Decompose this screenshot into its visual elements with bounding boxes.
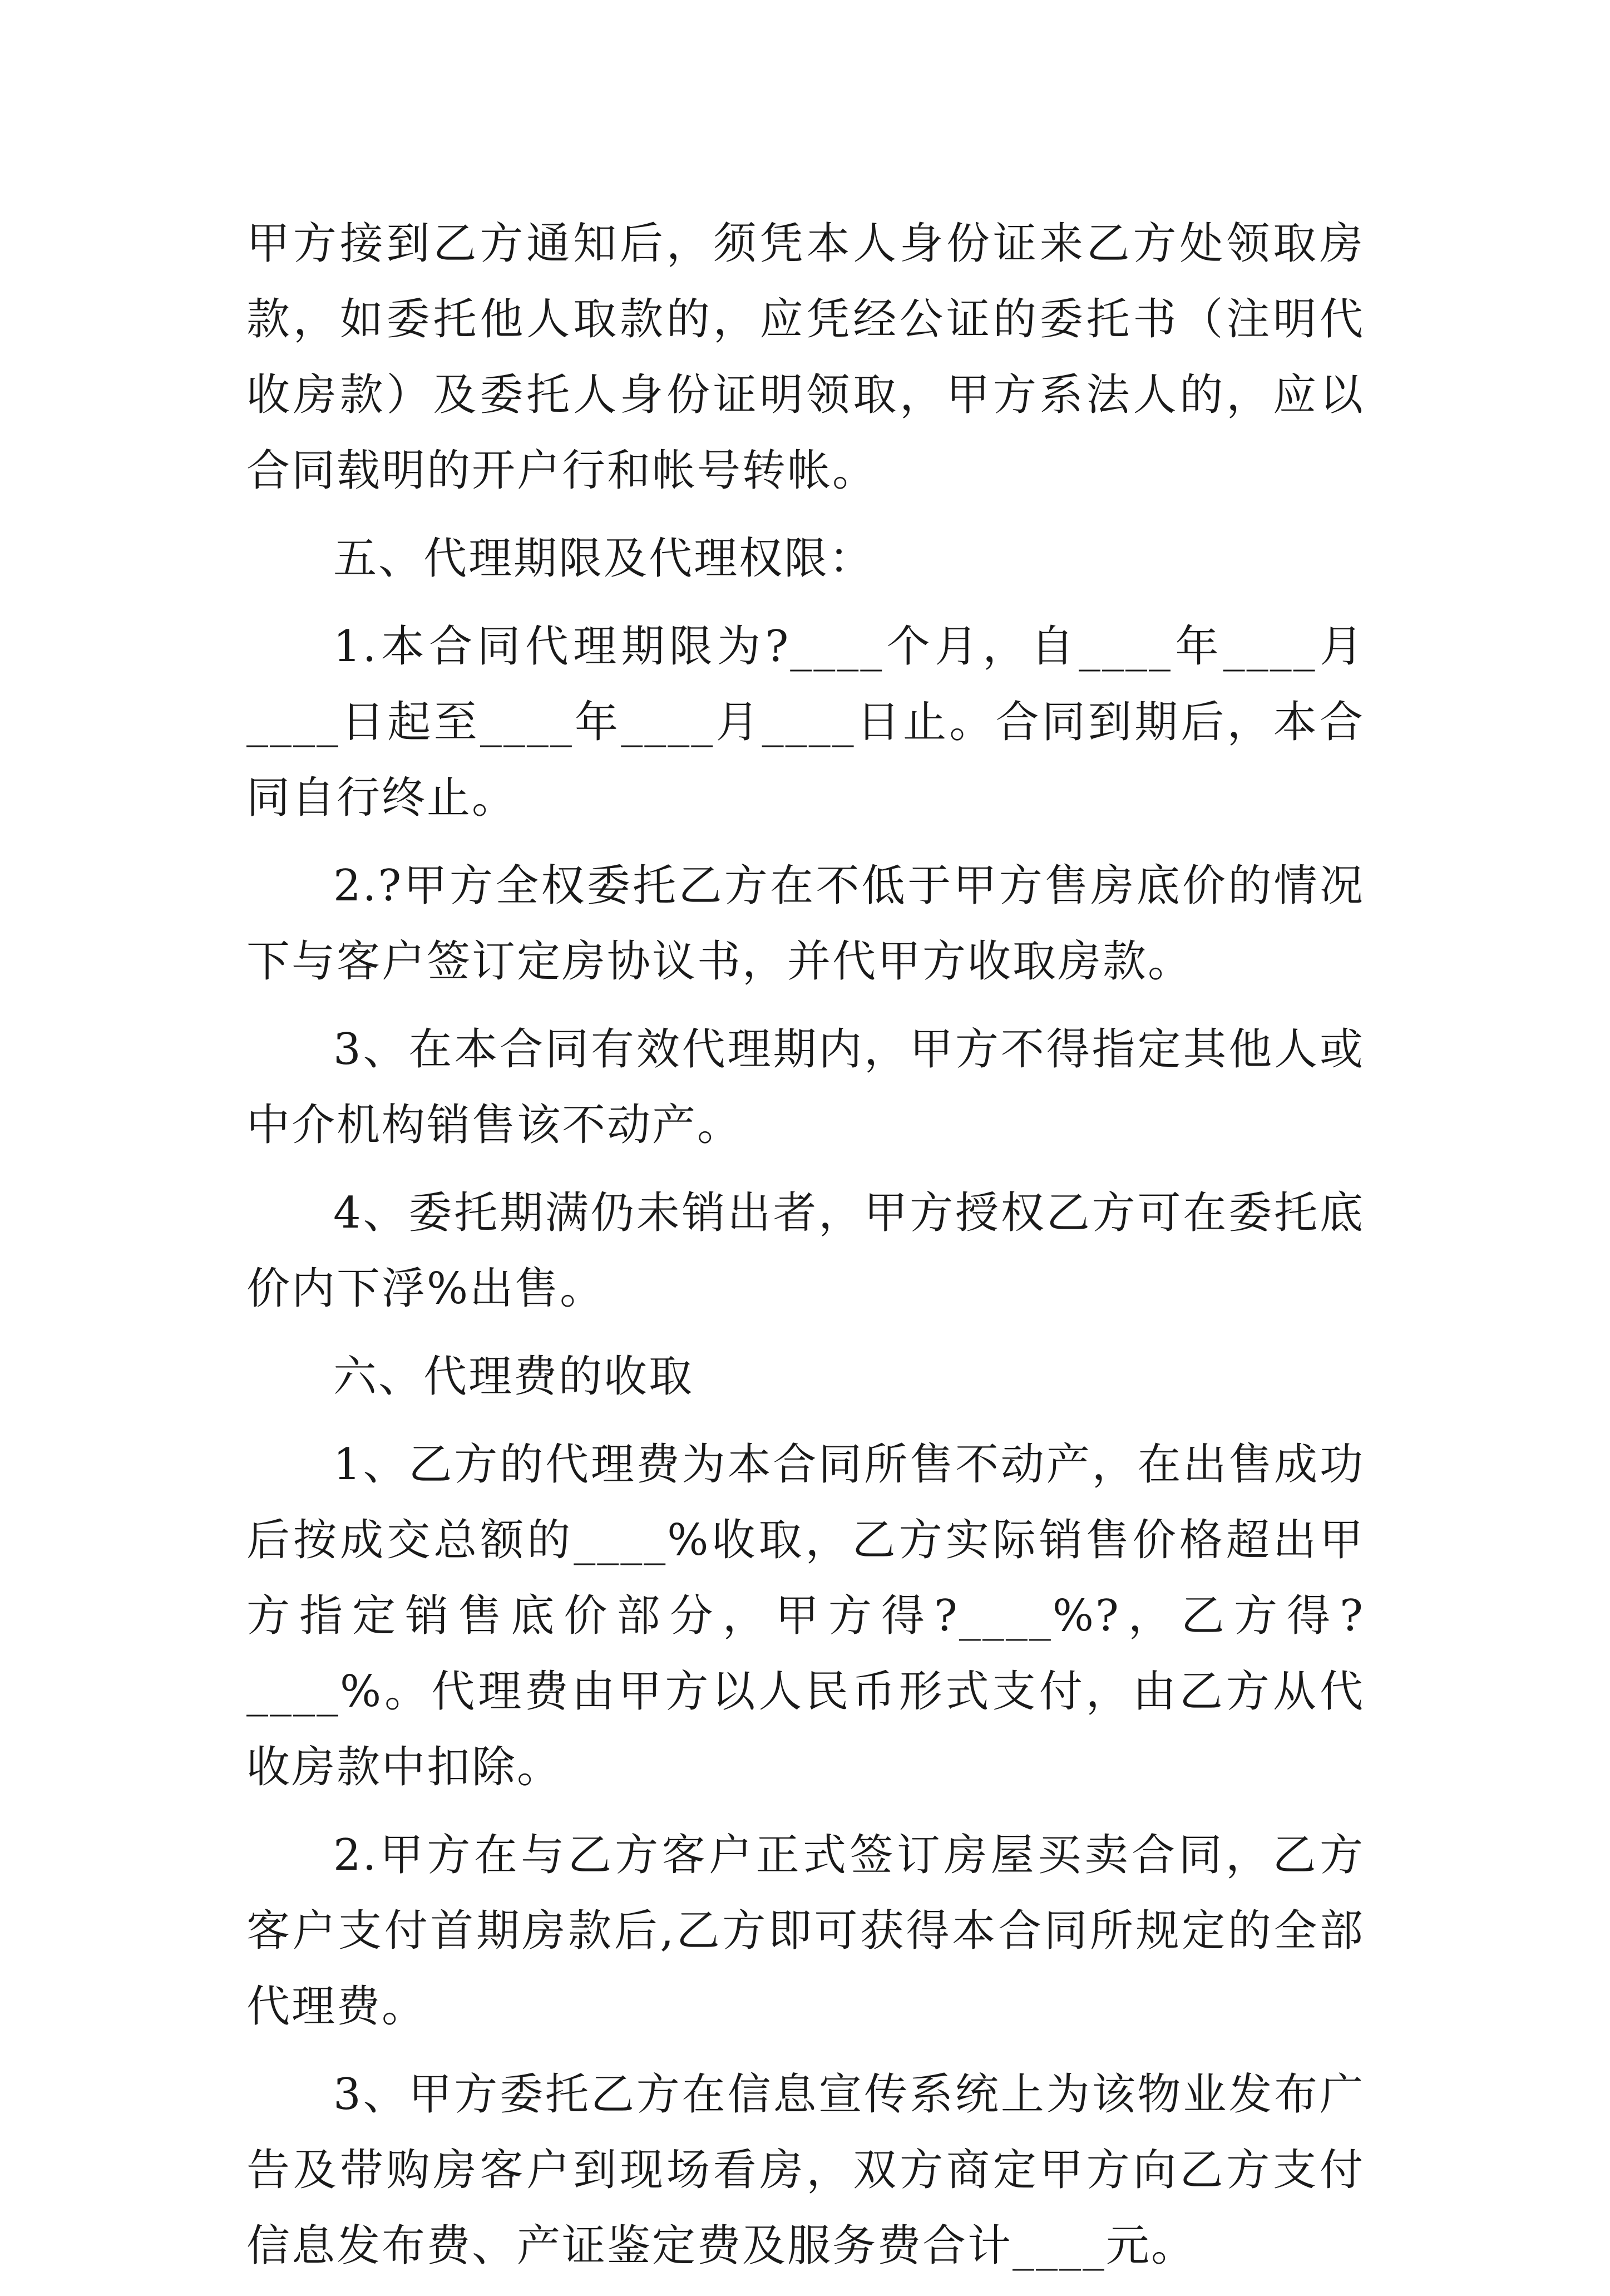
paragraph-fee-2: 2.甲方在与乙方客户正式签订房屋买卖合同，乙方客户支付首期房款后,乙方即可获得本合同所规定的全部代理费。 [246,1830,1365,2032]
paragraph-term-3: 3、在本合同有效代理期内，甲方不得指定其他人或中介机构销售该不动产。 [246,1024,1365,1150]
paragraph-fee-3: 3、甲方委托乙方在信息宣传系统上为该物业发布广告及带购房客户到现场看房，双方商定甲方向乙方支付信息发布费、产证鉴定费及服务费合计____元。 [246,2070,1365,2271]
contract-body [246,206,1365,2296]
paragraph-term-1: 1.本合同代理期限为?____个月，自____年____月____日起至____年____月____日止。合同到期后，本合同自行终止。 [246,622,1365,823]
paragraph-term-2: 2.?甲方全权委托乙方在不低于甲方售房底价的情况下与客户签订定房协议书，并代甲方收取房款。 [246,861,1365,987]
paragraph-fee-1: 1、乙方的代理费为本合同所售不动产，在出售成功后按成交总额的____%收取，乙方实际销售价格超出甲方指定销售底价部分，甲方得?____%?，乙方得?____%。代理费由甲方以人民币形式支付，由乙方从代收房款中扣除。 [246,1440,1365,1792]
section-heading-agency-fee: 六、代理费的收取 [333,1352,694,1402]
section-heading-agency-term: 五、代理期限及代理权限： [333,534,875,584]
paragraph-term-4: 4、委托期满仍未销出者，甲方授权乙方可在委托底价内下浮%出售。 [246,1188,1365,1314]
paragraph-payment-collection: 甲方接到乙方通知后，须凭本人身份证来乙方处领取房款，如委托他人取款的，应凭经公证的委托书（注明代收房款）及委托人身份证明领取，甲方系法人的，应以合同载明的开户行和帐号转帐。 [246,219,1365,496]
